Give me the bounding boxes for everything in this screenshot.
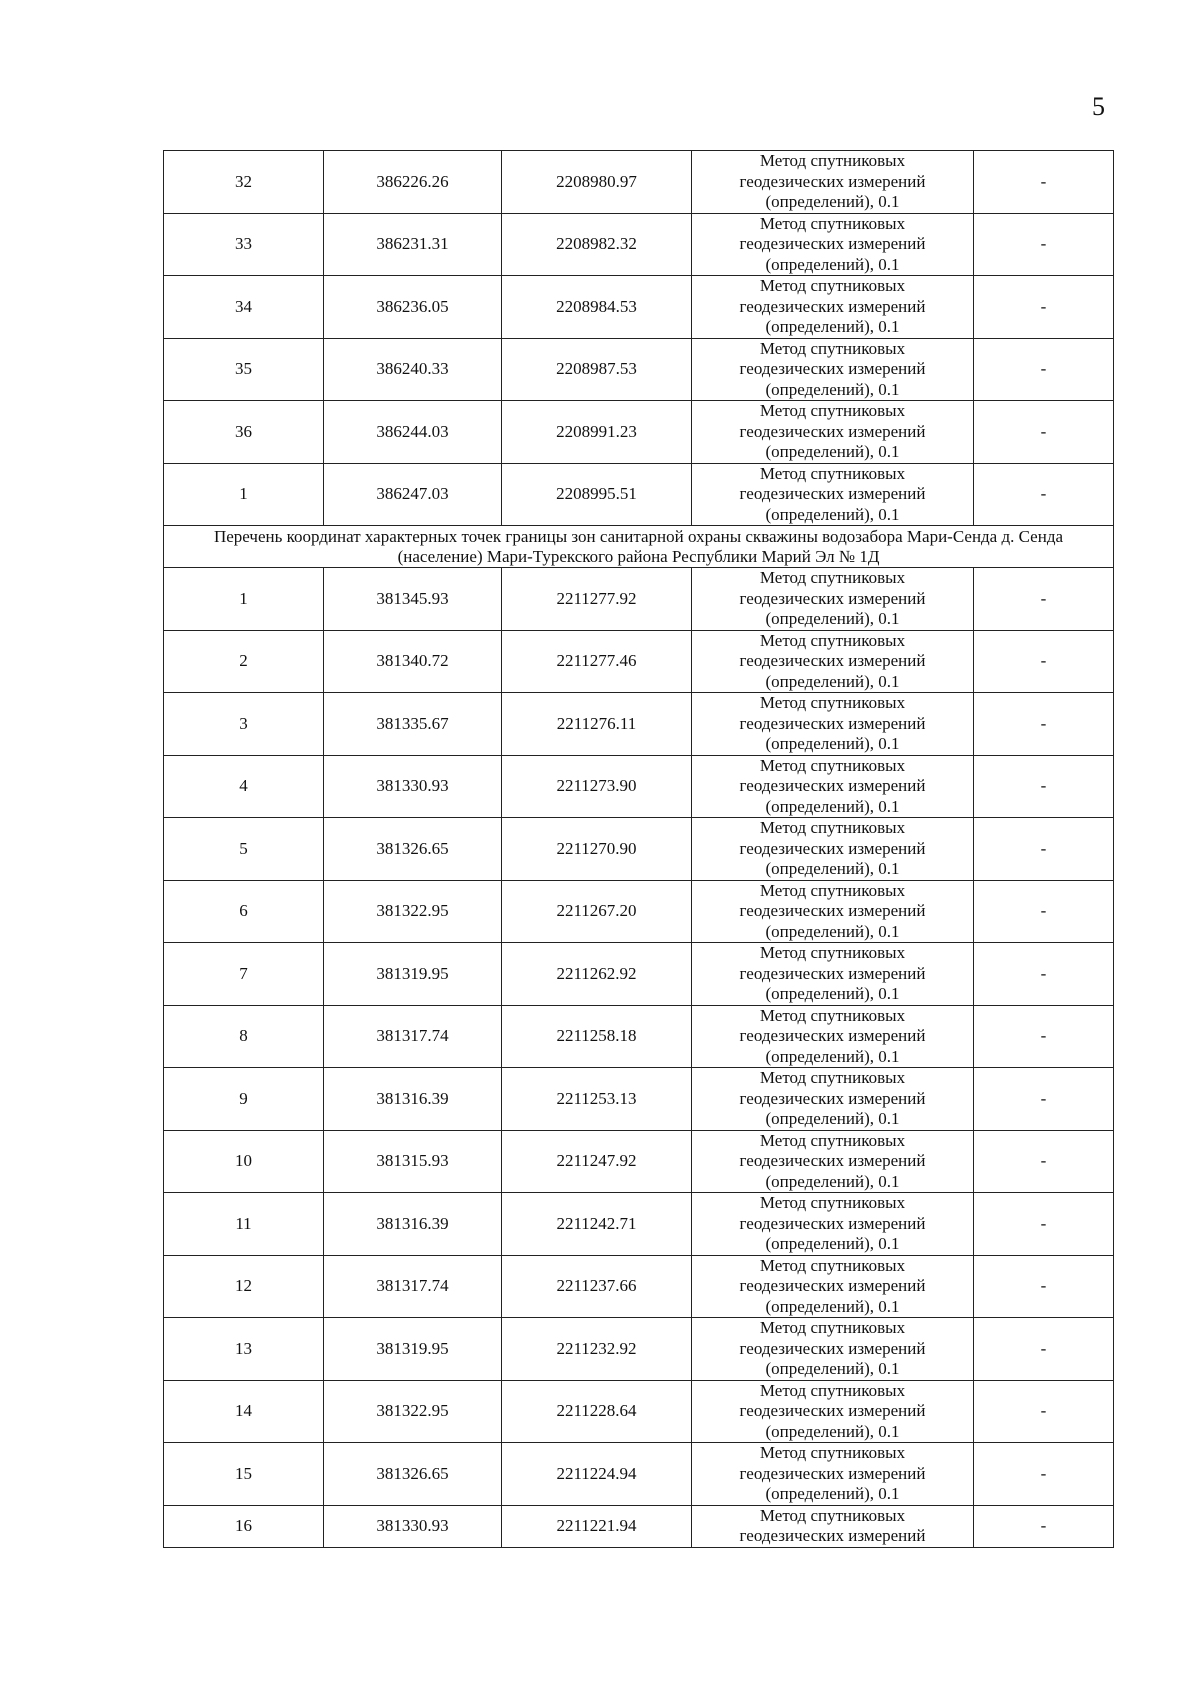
method-cell [692,568,974,631]
x-coordinate-cell: 381330.93 [324,755,502,818]
y-coordinate-cell: 2208995.51 [502,463,692,526]
method-text: (определений), 0.1 [765,671,900,691]
method-text: геодезических измерений [739,484,926,503]
x-coordinate-cell: 381319.95 [324,943,502,1006]
method-text: геодезических измерений [739,234,926,253]
method-text: (определений), 0.1 [765,192,900,211]
note-cell: - [974,151,1114,214]
table-row [164,943,1114,1006]
method-text: (определений), 0.1 [765,1484,900,1503]
point-number-cell: 15 [164,1443,324,1506]
note-cell: - [974,568,1114,631]
table-row [164,213,1114,276]
method-text: геодезических измерений [739,1026,926,1045]
method-text: геодезических измерений [739,1151,926,1170]
table-row [164,1193,1114,1256]
method-text: (определений), 0.1 [765,1421,900,1441]
note-cell: - [974,213,1114,276]
section-title: Перечень координат характерных точек границы зон санитарной охраны скважины водозабора Мари-Сенда д. Сенда (население) Мари-Турекского района Республики Марий Эл № 1Д [164,526,1114,568]
table-row [164,880,1114,943]
method-text: (определений), 0.1 [765,379,900,399]
method-text: Метод спутниковых [759,1505,906,1525]
note-cell: - [974,693,1114,756]
method-cell [692,693,974,756]
method-text: (определений), 0.1 [765,734,900,753]
method-text: геодезических измерений [739,1338,926,1358]
table-row [164,630,1114,693]
method-text: Метод спутниковых [759,693,906,712]
method-text: Метод спутниковых [759,1443,906,1462]
table-row [164,1068,1114,1131]
table-row [164,1255,1114,1318]
y-coordinate-cell: 2211221.94 [502,1505,692,1547]
method-text: геодезических измерений [739,1526,926,1545]
method-text: геодезических измерений [739,1463,926,1483]
method-text: Метод спутниковых [759,1318,906,1337]
point-number-cell: 13 [164,1318,324,1381]
x-coordinate-cell: 381317.74 [324,1255,502,1318]
y-coordinate-cell: 2208991.23 [502,401,692,464]
x-coordinate-cell: 381315.93 [324,1130,502,1193]
method-text: (определений), 0.1 [765,1109,900,1128]
method-cell [692,401,974,464]
x-coordinate-cell: 381345.93 [324,568,502,631]
y-coordinate-cell: 2211228.64 [502,1380,692,1443]
y-coordinate-cell: 2211262.92 [502,943,692,1006]
method-text: (определений), 0.1 [765,442,900,461]
note-cell: - [974,1130,1114,1193]
method-text: геодезических измерений [739,901,926,920]
x-coordinate-cell: 381326.65 [324,818,502,881]
note-cell: - [974,338,1114,401]
point-number-cell: 16 [164,1505,324,1547]
point-number-cell: 9 [164,1068,324,1131]
method-cell [692,463,974,526]
method-text: Метод спутниковых [759,568,906,587]
method-cell [692,151,974,214]
x-coordinate-cell: 386244.03 [324,401,502,464]
x-coordinate-cell: 386236.05 [324,276,502,339]
note-cell: - [974,818,1114,881]
table-row [164,151,1114,214]
method-cell [692,880,974,943]
y-coordinate-cell: 2211267.20 [502,880,692,943]
point-number-cell: 36 [164,401,324,464]
method-text: (определений), 0.1 [765,504,900,524]
method-cell [692,213,974,276]
y-coordinate-cell: 2211277.92 [502,568,692,631]
coordinates-table-body [164,151,1114,1548]
table-row [164,276,1114,339]
method-cell [692,818,974,881]
coordinates-table [163,150,1114,1548]
point-number-cell: 35 [164,338,324,401]
x-coordinate-cell: 386247.03 [324,463,502,526]
table-row [164,1318,1114,1381]
y-coordinate-cell: 2208980.97 [502,151,692,214]
y-coordinate-cell: 2211270.90 [502,818,692,881]
method-text: (определений), 0.1 [765,796,900,816]
x-coordinate-cell: 381322.95 [324,1380,502,1443]
x-coordinate-cell: 381330.93 [324,1505,502,1547]
x-coordinate-cell: 386226.26 [324,151,502,214]
method-cell [692,1443,974,1506]
table-row [164,1505,1114,1547]
method-text: (определений), 0.1 [765,1171,900,1191]
method-text: (определений), 0.1 [765,1046,900,1066]
table-row [164,1005,1114,1068]
point-number-cell: 34 [164,276,324,339]
method-text: (определений), 0.1 [765,609,900,628]
table-row [164,1443,1114,1506]
method-text: геодезических измерений [739,713,926,733]
x-coordinate-cell: 381317.74 [324,1005,502,1068]
point-number-cell: 12 [164,1255,324,1318]
point-number-cell: 5 [164,818,324,881]
method-text: Метод спутниковых [759,1130,906,1150]
method-text: Метод спутниковых [759,818,906,837]
note-cell: - [974,630,1114,693]
section-header-row [164,526,1114,568]
x-coordinate-cell: 381319.95 [324,1318,502,1381]
table-row [164,1380,1114,1443]
point-number-cell: 3 [164,693,324,756]
method-text: Метод спутниковых [759,401,906,420]
method-cell [692,630,974,693]
method-text: геодезических измерений [739,651,926,670]
x-coordinate-cell: 386231.31 [324,213,502,276]
method-text: геодезических измерений [739,296,926,316]
y-coordinate-cell: 2211273.90 [502,755,692,818]
method-text: Метод спутниковых [759,213,906,233]
note-cell: - [974,1505,1114,1547]
method-cell [692,1130,974,1193]
table-row [164,568,1114,631]
point-number-cell: 2 [164,630,324,693]
point-number-cell: 1 [164,463,324,526]
table-row [164,818,1114,881]
method-text: геодезических измерений [739,963,926,983]
method-text: (определений), 0.1 [765,1234,900,1253]
method-text: геодезических измерений [739,1401,926,1420]
method-text: Метод спутниковых [759,630,906,650]
y-coordinate-cell: 2211277.46 [502,630,692,693]
method-text: геодезических измерений [739,359,926,378]
method-text: Метод спутниковых [759,463,906,483]
y-coordinate-cell: 2211247.92 [502,1130,692,1193]
note-cell: - [974,1005,1114,1068]
point-number-cell: 11 [164,1193,324,1256]
method-cell [692,1068,974,1131]
x-coordinate-cell: 381340.72 [324,630,502,693]
method-text: (определений), 0.1 [765,984,900,1003]
method-text: геодезических измерений [739,1213,926,1233]
point-number-cell: 32 [164,151,324,214]
method-text: Метод спутниковых [759,1005,906,1025]
note-cell: - [974,880,1114,943]
table-row [164,463,1114,526]
method-text: Метод спутниковых [759,1380,906,1400]
y-coordinate-cell: 2211237.66 [502,1255,692,1318]
method-text: (определений), 0.1 [765,1359,900,1378]
method-text: Метод спутниковых [759,151,906,170]
y-coordinate-cell: 2211232.92 [502,1318,692,1381]
method-text: Метод спутниковых [759,1193,906,1212]
table-row [164,693,1114,756]
method-text: (определений), 0.1 [765,859,900,878]
method-text: геодезических измерений [739,776,926,795]
method-text: геодезических измерений [739,171,926,191]
x-coordinate-cell: 381335.67 [324,693,502,756]
method-text: Метод спутниковых [759,1068,906,1087]
method-cell [692,1255,974,1318]
point-number-cell: 6 [164,880,324,943]
table-row [164,755,1114,818]
method-text: Метод спутниковых [759,276,906,295]
point-number-cell: 1 [164,568,324,631]
note-cell: - [974,1193,1114,1256]
note-cell: - [974,943,1114,1006]
method-text: Метод спутниковых [759,943,906,962]
y-coordinate-cell: 2211242.71 [502,1193,692,1256]
method-text: геодезических измерений [739,1276,926,1295]
y-coordinate-cell: 2211258.18 [502,1005,692,1068]
note-cell: - [974,1318,1114,1381]
method-text: геодезических измерений [739,588,926,608]
point-number-cell: 10 [164,1130,324,1193]
note-cell: - [974,1380,1114,1443]
method-text: Метод спутниковых [759,755,906,775]
method-cell [692,1505,974,1547]
point-number-cell: 4 [164,755,324,818]
y-coordinate-cell: 2211276.11 [502,693,692,756]
table-row [164,401,1114,464]
method-cell [692,1193,974,1256]
note-cell: - [974,1068,1114,1131]
page-number: 5 [1092,92,1105,121]
y-coordinate-cell: 2211224.94 [502,1443,692,1506]
method-cell [692,276,974,339]
method-text: (определений), 0.1 [765,254,900,274]
method-text: геодезических измерений [739,1088,926,1108]
x-coordinate-cell: 381316.39 [324,1068,502,1131]
method-cell [692,1318,974,1381]
method-text: (определений), 0.1 [765,1296,900,1316]
x-coordinate-cell: 381316.39 [324,1193,502,1256]
note-cell: - [974,1443,1114,1506]
table-row [164,338,1114,401]
method-cell [692,1380,974,1443]
method-text: (определений), 0.1 [765,317,900,336]
x-coordinate-cell: 386240.33 [324,338,502,401]
method-text: геодезических измерений [739,421,926,441]
note-cell: - [974,401,1114,464]
method-text: Метод спутниковых [759,1255,906,1275]
point-number-cell: 14 [164,1380,324,1443]
y-coordinate-cell: 2208982.32 [502,213,692,276]
method-text: (определений), 0.1 [765,921,900,941]
note-cell: - [974,1255,1114,1318]
y-coordinate-cell: 2211253.13 [502,1068,692,1131]
y-coordinate-cell: 2208984.53 [502,276,692,339]
x-coordinate-cell: 381322.95 [324,880,502,943]
point-number-cell: 8 [164,1005,324,1068]
method-cell [692,338,974,401]
y-coordinate-cell: 2208987.53 [502,338,692,401]
method-text: Метод спутниковых [759,338,906,358]
note-cell: - [974,276,1114,339]
point-number-cell: 33 [164,213,324,276]
point-number-cell: 7 [164,943,324,1006]
method-cell [692,1005,974,1068]
method-text: геодезических измерений [739,838,926,858]
note-cell: - [974,463,1114,526]
method-text: Метод спутниковых [759,880,906,900]
note-cell: - [974,755,1114,818]
x-coordinate-cell: 381326.65 [324,1443,502,1506]
table-row [164,1130,1114,1193]
method-cell [692,943,974,1006]
method-cell [692,755,974,818]
